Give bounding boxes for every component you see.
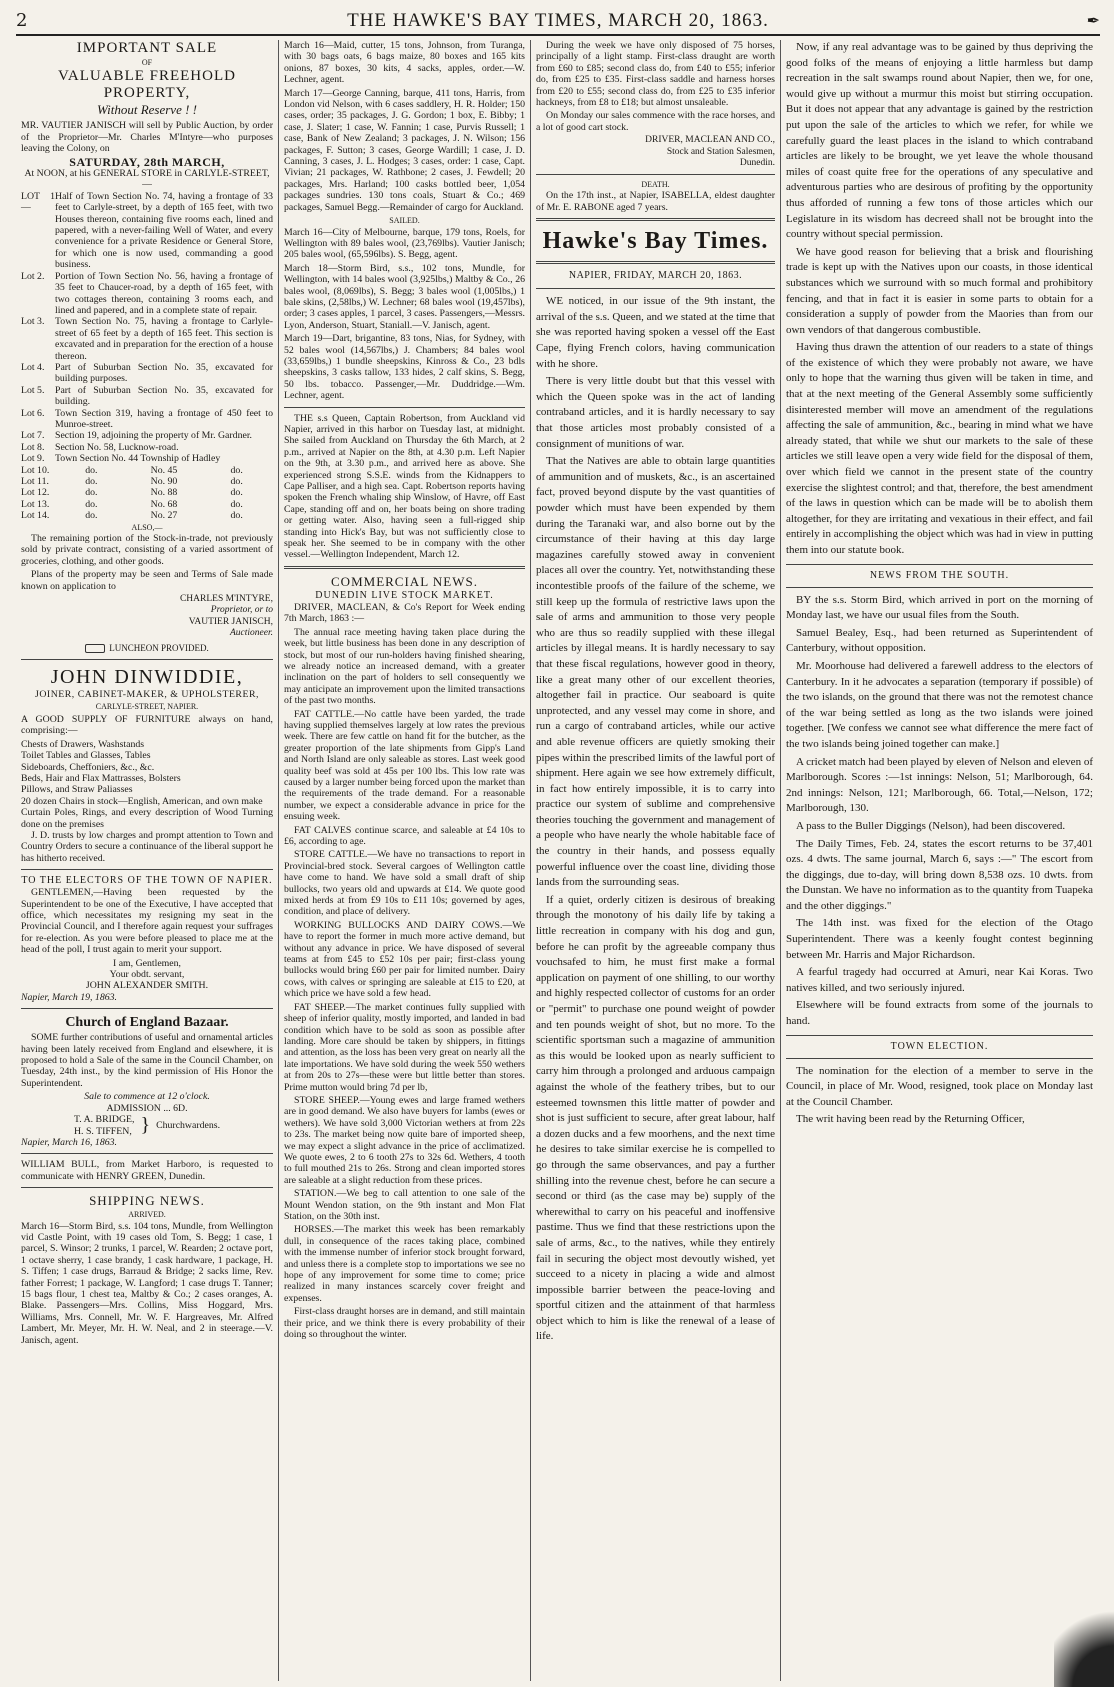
commercial-signature-1: DRIVER, MACLEAN AND CO., [645, 135, 775, 146]
shipping-arrival: March 16—Maid, cutter, 15 tons, Johnson, from Turanga, with 30 bags oats, 6 bags maize, 80 boxes and 165 kits onions, 87 boxes, 30 kits, 4 sacks, apples, order.—W. Lechner, agent. [284, 40, 525, 86]
electors-body: GENTLEMEN,—Having been requested by the Superintendent to be one of the Executive, I have accepted that office, which necessitates my resigning my seat in the Provincial Council, and I therefore again request your suffrages for re-election. As you were before pleased to place me at the head of the poll, I trust again to merit your support. [21, 887, 273, 956]
bazaar-time: Sale to commence at 12 o'clock. [84, 1091, 210, 1103]
leader-paragraph: Now, if any real advantage was to be gained by thus depriving the good folks of the means of enjoying a little harmless but damp recreation in the salt swamps round about Napier, then we, for one, would give up without a murmur this moist but stirring occupation. But it does not appear that any advantage is gained by the restriction put upon the sale of the articles to which we refer, for while we carefully guard the least places in the island to which contraband articles are likely to be brought, we yet leave the whole thousand miles of coast quite free for the operations of any speculative and adventurous parties who are desirous of profiting by the opportunity thus afforded of running a few tons of those articles which our Legislature in its wisdom has decreed shall not be brought into the country without special permission. [786, 41, 1093, 241]
leader-paragraph: That the Natives are able to obtain large quantities of ammunition and of muskets, &c., is an ascertained fact, proved beyond dispute by the vast quantities of powder which must have been expended by them during the Taranaki war, and also borne out by the circumstance of their having at this day large magazines carefully stowed away in convenient places all over the country. Yet, notwithstanding these incontestible proofs of the failure of the scheme, we still keep up the formula of restrictive laws upon the sale of arms and ammunition to those very people who are thus so readily supplied with these illegal articles by illegal means. It is hardly necessary to say that these fiscal regulations, however good in theory, like a great many other of our excellent theories, altogether fail in practice. Our seaboard is quite unprotected, and any vessel may come in shore, and run a cargo of contraband articles, while our active and able revenue officers are quietly smoking their pipes within the prescribed limits of the lawful port of shipment. Here again we see how extremely difficult, in fact how entirely impossible, it is to carry into practice our system of sublime and comprehensive theories touching the government and management of a people who have nearly the whole habitable face of the country in their hands, and possess equally powerful influence over the coast line, dividing those lands from the surrounding seas. [536, 455, 775, 889]
commercial-paragraph: HORSES.—The market this week has been remarkably dull, in consequence of the races taking place, combined with the immense number of inferior stock brought forward, and unless there is a complete stop to importations we see no hope of any improvement for some time to come; price realized in many instances scarcely cover freight and expenses. [284, 1224, 525, 1304]
dinwiddie-name: JOHN DINWIDDIE, [50, 666, 244, 689]
sale-also: ALSO,— [131, 522, 163, 532]
lot-item: LOT 1— Half of Town Section No. 74, having a frontage of 33 feet to Carlyle-street, by a depth of 165 feet, with two Houses thereon, containing five rooms each, lined and papered, with a never-failing Well of Water, and every convenience for a private Residence or General Store, for which one is now used, commanding a good business. [21, 190, 273, 271]
shipping-departure: March 19—Dart, brigantine, 83 tons, Nias, for Sydney, with 52 bales wool (14,567lbs,) J. Chambers; 84 bales wool (33,659lbs,) 1 bundle sheepskins, Kinross & Co., 23 bdls sheepskins, 3 casks tallow, 133 hides, 2 calf skins, S. Begg, 50 lbs. tobacco. Passenger,—Mr. Duddridge.—Wm. Lechner, agent. [284, 333, 525, 402]
quill-icon: ✒ [1086, 11, 1100, 30]
sale-signature-1: CHARLES M'INTYRE, [179, 594, 273, 605]
shipping-departure: March 18—Storm Bird, s.s., 102 tons, Mundle, for Wellington, with 14 bales wool (3,925lbs,) Maltby & Co., 26 bales wool, (8,069lbs), S. Begg; 3 bales wool (1,005lbs,) 1 bale skins, (2,58lbs,) W. Lechner; 68 bales wool (19,457lbs), order; 3 cases apples, 1 parcel, 3 cases. Passengers,—Messrs. Lyon, Anderson, Stuart, Staniall.—V. Janisch, agent. [284, 262, 525, 331]
divider [536, 261, 775, 264]
commercial-signature-2: Stock and Station Salesmen, [666, 146, 775, 157]
electors-name: JOHN ALEXANDER SMITH. [85, 980, 209, 992]
column-3 [530, 40, 780, 1681]
south-paragraph: A cricket match had been played by eleven of Nelson and eleven of Marlborough. Scores :—1st innings: Nelson, 51; Marlborough, 64. 2nd innings: Nelson, 121; Marlborough, 66. Total,—Nelson, 172; Marlborough, 130. [786, 755, 1093, 815]
bazaar-signatures: T. A. BRIDGE, H. S. TIFFEN, } Churchwardens. [73, 1113, 221, 1137]
electors-close-2: Your obdt. servant, [109, 969, 185, 981]
divider [786, 1035, 1093, 1036]
divider [536, 218, 775, 221]
south-paragraph: A fearful tragedy had occurred at Amuri, near Kai Koras. Two natives killed, and two seriously injured. [786, 966, 1093, 994]
lot-item: Lot 4. Part of Suburban Section No. 35, excavated for building purposes. [21, 361, 273, 385]
commercial-paragraph: On Monday our sales commence with the race horses, and a lot of good cart stock. [536, 110, 775, 133]
lot-item: Lot 8. Section No. 58, Lucknow-road. [21, 441, 179, 453]
column-4 [780, 40, 1098, 1681]
list-item: Curtain Poles, Rings, and every description of Wood Turning done on the premises [21, 807, 273, 830]
south-paragraph: A pass to the Buller Diggings (Nelson), had been discovered. [796, 819, 1066, 832]
leader-paragraph: There is very little doubt but that this vessel with which the Queen spoke was in the act of landing contraband articles, and it is hardly necessary to say that those articles most probably consisted of a consignment of munitions of war. [536, 375, 775, 450]
town-heading: TOWN ELECTION. [890, 1040, 989, 1052]
divider [21, 869, 273, 870]
south-paragraph: Elsewhere will be found extracts from some of the journals to hand. [786, 999, 1093, 1028]
luncheon-notice: LUNCHEON PROVIDED. [21, 643, 273, 654]
column-1 [16, 40, 278, 1681]
list-item: Chests of Drawers, Washstands [21, 738, 145, 750]
divider [536, 288, 775, 289]
list-item: 20 dozen Chairs in stock—English, American, and own make [21, 795, 263, 807]
divider [284, 407, 525, 408]
sale-signature-3: VAUTIER JANISCH, [188, 616, 273, 627]
sale-place: At NOON, at his GENERAL STORE in CARLYLE-STREET,— [24, 168, 270, 191]
divider [786, 564, 1093, 565]
leader-title: Hawke's Bay Times. [542, 228, 769, 255]
page-number: 2 [16, 10, 28, 31]
list-item: Beds, Hair and Flax Mattrasses, Bolsters [21, 772, 181, 784]
sale-signature-2: Proprietor, or to [210, 605, 273, 616]
bull-notice: WILLIAM BULL, from Market Harboro, is requested to communicate with HENRY GREEN, Dunedin. [21, 1159, 273, 1182]
death-notice: On the 17th inst., at Napier, ISABELLA, eldest daughter of Mr. E. RABONE aged 7 years. [536, 190, 775, 213]
leader-paragraph: WE noticed, in our issue of the 9th instant, the arrival of the s.s. Queen, and we stated at the time that she was reported having spoken a vessel off the East Cape, flying French colors, having communication with he shore. [536, 295, 775, 370]
lot-item: Lot 9. Town Section No. 44 Township of Hadley [21, 453, 221, 465]
pointing-hand-icon [85, 644, 105, 653]
commercial-paragraph: STORE SHEEP.—Young ewes and large framed wethers are in good demand. We also have buyers for lambs (ewes or wethers). We have sold 3,000 Victorian wethers at from 22s to 23s. The market being now quite bare of imported sheep, we may expect a slight advance in the price of acclimatized. We quote ewes, 2 to 6 tooth 27s to 32s 6d. Wethers, 4 tooth to full mouthed 21s to 26s. Strong and clean imported stores are saleable at a slight reduction from these prices. [284, 1094, 525, 1186]
sale-remaining: The remaining portion of the Stock-in-trade, not previously sold by private contract, consisting of a varied assortment of groceries, clothing, and other goods. [21, 533, 273, 567]
electors-heading: TO THE ELECTORS OF THE TOWN OF NAPIER. [21, 875, 273, 887]
dinwiddie-closing: J. D. trusts by low charges and prompt attention to Town and Country Orders to secure a continuance of the liberal support he has hitherto received. [21, 829, 273, 864]
sale-lots [21, 191, 273, 465]
dinwiddie-street: CARLYLE-STREET, NAPIER. [95, 701, 199, 711]
dinwiddie-intro: A GOOD SUPPLY OF FURNITURE always on hand, comprising:— [21, 713, 273, 737]
sale-subheading: VALUABLE FREEHOLD PROPERTY, [58, 68, 236, 102]
queen-report: THE s.s Queen, Captain Robertson, from Auckland vid Napier, arrived in this harbor on Tuesday last, at midnight. She sailed from Auckland on Thursday the 6th March, at 2 p.m., arrived at Napier on the 8th, at 4.30 p.m. Left Napier on the 9th, at 3.30 p.m., and arrived here as above. She experienced strong S.S.E. winds from the Kidnappers to Cape Palliser, and a high sea. Capt. Robertson reports having spoken the French whaling ship Winslow, of Havre, off East Cape, standing off and on, her boats being on shore trading or getting water. Also, having seen a full-rigged ship standing into Hick's Bay, but was not sufficiently close to speak her. She seemed to be in company with the other vessel.—Wellington Independent, March 12. [284, 412, 525, 561]
commercial-paragraph: FAT SHEEP.—The market continues fully supplied with sheep of inferior quality, mostly imported, and landed in bad condition which have to be sold as soon as possible after landing. More care should be taken by shippers, in fittings and attention, as the loss has been very great on nearly all the late importations. We have sold during the week 550 wethers at from 20s to 27s—these were but little better than stores. Prime mutton would bring 7d per lb, [284, 1001, 525, 1093]
newspaper-title: THE HAWKE'S BAY TIMES, MARCH 20, 1863. [347, 10, 769, 31]
sale-reserve: Without Reserve ! ! [97, 102, 197, 118]
schedule-row: Lot 14. do. No. 27 do. [21, 510, 243, 522]
town-paragraph: The writ having been read by the Returning Officer, [796, 1113, 1025, 1126]
shipping-arrival: March 16—Storm Bird, s.s. 104 tons, Mundle, from Wellington vid Castle Point, with 19 cases old Tom, S. Begg; 1 case, 1 parcel, S. Winsor; 2 trunks, 1 parcel, W. Rearden; 2 octave port, 1 octave sherry, 1 case brandy, 1 cask hardware, 1 package, H. S. Tiffen; 1 case drugs, Barraud & Bridge; 2 sacks lime, Rev. father Forrest; 1 package, W. Langford; 1 case drugs T. Tanner; 15 bags flour, 1 chest tea, Maltby & Co.; 2 cases oranges, A. Blake. Passengers—Mrs. Collins, Miss Hoggard, Mrs. Williams, Mrs. Connell, Mr. W. F. Hargreaves, Mr. Alfred Lambert, Mr. Meyer, Mr. H. W. Neal, and 2 in steerage.—V. Janisch, agent. [21, 1220, 273, 1346]
divider [21, 1187, 273, 1188]
sale-heading: IMPORTANT SALE [76, 40, 218, 56]
bazaar-body: SOME further contributions of useful and ornamental articles having been lately received from England and elsewhere, it is proposed to hold a Sale of the same in the Council Chamber, on Tuesday, 24th inst., by the kind permission of His Honor the Superintendent. [21, 1032, 273, 1089]
column-2 [278, 40, 530, 1681]
masthead [16, 10, 1100, 36]
commercial-paragraph: During the week we have only disposed of 75 horses, principally of a light stamp. First-class draught are worth from £60 to £85; second class do, from £40 to £55; inferior do, from £25 to £35. First-class saddle and harness horses from £20 to £55; second class do, from £25 to £35 inferior hackneys, from £8 to £18; but almost unsaleable. [536, 40, 775, 109]
lot-schedule [21, 465, 273, 522]
electors-date: Napier, March 19, 1863. [21, 991, 117, 1003]
schedule-row: Lot 11. do. No. 90 do. [21, 476, 243, 487]
list-item: Sideboards, Cheffoniers, &c., &c. [21, 761, 155, 773]
lot-item: Lot 7. Section 19, adjoining the property of Mr. Gardner. [21, 430, 252, 442]
shipping-heading: SHIPPING NEWS. [89, 1193, 205, 1209]
bazaar-date: Napier, March 16, 1863. [21, 1136, 117, 1148]
south-paragraph: Samuel Bealey, Esq., had been returned as Superintendent of Canterbury, without opposition. [786, 626, 1093, 655]
divider [786, 587, 1093, 588]
south-paragraph: The 14th inst. was fixed for the election of the Otago Superintendent. There was a keenly fought contest beginning between Mr. Harris and Major Richardson. [786, 917, 1093, 961]
sale-signature-4: Auctioneer. [229, 628, 273, 639]
divider [786, 1058, 1093, 1059]
commercial-paragraph: WORKING BULLOCKS AND DAIRY COWS.—We have to report the former in much more active demand, but without any advance in price. We have disposed of several teams at from £45 to £52 10s per pair; first-class young bullocks would bring £60 per pair for limited number. Dairy cows, with calves or springing are saleable at £15 to £20, at which price we have sold a few head. [284, 919, 525, 1000]
commercial-report: DRIVER, MACLEAN, & Co's Report for Week ending 7th March, 1863 :— [284, 601, 525, 625]
sale-date: SATURDAY, 28th MARCH, [69, 154, 225, 169]
divider [21, 1153, 273, 1154]
divider [536, 174, 775, 175]
lot-item: Lot 3. Town Section No. 75, having a frontage to Carlyle-street of 65 feet by a depth of 165 feet. This section is excavated and in preparation for the erection of a house thereon. [21, 316, 273, 362]
bazaar-heading: Church of England Bazaar. [65, 1015, 229, 1031]
shipping-arrived: ARRIVED. [128, 1210, 166, 1220]
commercial-signature-3: Dunedin. [739, 158, 775, 169]
commercial-paragraph: The annual race meeting having taken place during the week, but little business has been done in any description of stock, but most of our run-holders having finished shearing, we already notice an increased demand, with a greater inclination on the part of holders to sell consequently we may anticipate an improvement upon the limited transactions of the past two months. [284, 626, 525, 707]
sale-plans: Plans of the property may be seen and Terms of Sale made known on application to [21, 569, 273, 592]
south-paragraph: The Daily Times, Feb. 24, states the escort returns to be 37,401 ozs. 4 dwts. The same journal, March 6, says :—" The escort from the diggings, due to-day, will bring down 8,538 ozs. 10 dwts. from the Dunstan. We have no information as to the quantity from Tuapeka and the other diggings." [786, 837, 1093, 912]
leader-paragraph: If a quiet, orderly citizen is desirous of breaking through the monotony of his daily life by taking a little recreation in company with his dog and gun, before he can profit by the agreeable company thus vouchsafed to him, he must first make a formal application on payment of one shilling, to our worthy and highly respected collector of customs for an order or "permit" to purchase one pound weight of powder and ten pounds weight of shot, but no more. To the scientific sportsman such a magazine of ammunition as this would be looked upon as nearly sufficient to carry him through a prolonged and arduous campaign against the whole of the feathery tribes, but to our esteemed townsmen this little matter of powder and shot is just sufficient to secure, after great labour, half a dozen ducks and a few moorhens, and the next time he desires to take similar exercise he is compelled to go through the same observances, and pay a further shilling into the revenue chest, before he can secure a second or third (as the case may be) supply of the wherewithal to carry on his peaceful and inoffensive pastime. Thus we find that these restrictions upon the sale of arms, &c., to the natives, while they entirely fail in securing the object most devoutly wished, yet succeed to a nicety in placing a wide and almost impossible barrier between the peace-loving and sportful citizen and the attainment of that harmless object which to him is like the renewal of a lease of life. [536, 893, 775, 1343]
commercial-paragraph: STORE CATTLE.—We have no transactions to report in Provincial-bred stock. Several cargoes of Wellington cattle have come to hand. We have sold a small draft of ship bullocks, two years old and upwards at £14. We quote good mixed herds at from £9 10s to £11 10s; governed by ages, condition, and place of delivery. [284, 849, 525, 918]
south-paragraph: BY the s.s. Storm Bird, which arrived in port on the morning of Monday last, we have our usual files from the South. [786, 593, 1093, 622]
leader-dateline: NAPIER, FRIDAY, MARCH 20, 1863. [568, 270, 743, 282]
lot-item: Lot 2. Portion of Town Section No. 56, having a frontage of 35 feet to Chaucer-road, by a depth of 165 feet, with two cottages thereon, containing 3 rooms each, and lined and papered, and in a complete state of repair. [21, 270, 273, 316]
furniture-list [21, 739, 273, 830]
bazaar-admission: ADMISSION ... 6D. [106, 1102, 188, 1114]
commercial-heading: COMMERCIAL NEWS. [331, 573, 478, 589]
shipping-sailed: SAILED. [389, 216, 420, 226]
shipping-arrival: March 17—George Canning, barque, 411 tons, Harris, from London vid Nelson, with 6 cases saddlery, H. R. Holder; 150 cases, order; 35 packages, J. G. Gordon; 1 box, E. Bibby; 1 case, J. Slater; 1 case, W. Fannin; 1 case, Purvis Russell; 1 case, Bank of New Zealand; 3 packages, J. N. Wilson; 156 packages, F. Sutton; 3 cases, George Wardill; 1 case, J. D. Canning, 3 cases, J. L. Hodges; 3 cases, order: 1 case, Capt. Vivian; 21 packages, W. Rathbone; 2 cases, J. Fewdell; 20 packages, Mrs. Harland; 100 casks bottled beer, 1,054 packages sundries. 130 tons coals, Stuart & Co.; 469 packages, Samuel Begg.—Remainder of cargo for Auckland. [284, 87, 525, 213]
divider [21, 1008, 273, 1009]
dinwiddie-trade: JOINER, CABINET-MAKER, & UPHOLSTERER, [35, 689, 259, 701]
shipping-departure: March 16—City of Melbourne, barque, 179 tons, Roels, for Wellington with 89 bales wool, (23,769lbs). Vautier Janisch; 205 bales wool, (65,596lbs). S. Begg, agent. [284, 226, 525, 261]
schedule-row: Lot 12. do. No. 88 do. [21, 487, 243, 499]
lot-item: Lot 5. Part of Suburban Section No. 35, excavated for building. [21, 384, 273, 408]
death-heading: DEATH. [641, 180, 670, 190]
divider [21, 659, 273, 660]
commercial-paragraph: FAT CALVES continue scarce, and saleable at £4 10s to £6, according to age. [284, 824, 525, 847]
list-item: Pillows, and Straw Paliasses [21, 784, 133, 796]
south-paragraph: Mr. Moorhouse had delivered a farewell address to the electors of Canterbury. In it he advocates a separation (temporary if possible) of the two islands, on the ground that there was not the remotest chance of the war being settled as long as the two islands were joined together. [We confess we cannot see what difference the mere fact of the two islands being joined together can make.] [786, 659, 1093, 750]
leader-paragraph: Having thus drawn the attention of our readers to a state of things of the existence of which they were probably not aware, we have only to hope that the warning thus given will be taken in time, and that at the next meeting of the General Assembly some sufficiently disinterested member will move an amendment of the regulations affecting the sale of ammunition, &c., bearing in mind what we have already stated, that while we shut our markets to the sale of these articles we still leave open a very wide field for the disposal of them, over which field we cannot in the present state of the country exercise the slightest control; and that, therefore, the best amendment of the laws in question which can be made will be to abolish them altogether, for they are irritating and vexatious in their effect, and fail entirely in accomplishing the object which was had in view in putting them into our statute book. [786, 341, 1093, 556]
page-corner-shadow [1054, 1597, 1114, 1687]
sale-of: OF [141, 58, 153, 67]
commercial-paragraph: STATION.—We beg to call attention to one sale of the Mount Wendon station, on the 9th instant and Mon Flat Station, on the 30th inst. [284, 1188, 525, 1222]
sale-intro: MR. VAUTIER JANISCH will sell by Public Auction, by order of the Proprietor—Mr. Charles M'Intyre—who purposes leaving the Colony, on [21, 120, 273, 155]
lot-item: Lot 6. Town Section 319, having a frontage of 450 feet to Munroe-street. [21, 407, 273, 430]
divider [284, 566, 525, 569]
schedule-row: Lot 13. do. No. 68 do. [21, 498, 243, 510]
schedule-row: Lot 10. do. No. 45 do. [21, 464, 243, 476]
commercial-subheading: DUNEDIN LIVE STOCK MARKET. [315, 589, 494, 601]
columns [16, 40, 1100, 1681]
list-item: Toilet Tables and Glasses, Tables [21, 750, 151, 762]
town-paragraph: The nomination for the election of a member to serve in the Council, in place of Mr. Wood, resigned, took place on Monday last at the Council Chamber. [786, 1064, 1093, 1108]
electors-close-1: I am, Gentlemen, [112, 957, 181, 969]
commercial-paragraph: FAT CATTLE.—No cattle have been yarded, the trade having supplied themselves largely at low rates the previous week. There are few cattle on hand fit for the butcher, as the greater proportion of the late shipments from Gipp's Land and North Island are only saleable as stores. Last week good quality beef was sold at 45s per 100 lbs. This low rate was caused by a larger number being forced upon the market than the requirements of the trade demand. For a reasonable number, we expect a considerable advance in price for the ensuing week. [284, 708, 525, 823]
south-heading: NEWS FROM THE SOUTH. [869, 569, 1010, 581]
leader-paragraph: We have good reason for believing that a brisk and flourishing trade is kept up with the Natives upon our coasts, in those identical substances which we surround with so much formal and prohibitory fencing, and that in fact it is easier in some parts to obtain for a consideration a supply of powder from the Maories than from our own vendors of that dangerous combustible. [786, 245, 1093, 336]
commercial-paragraph: First-class draught horses are in demand, and still maintain their price, and we think there is every probability of their doing so throughout the winter. [284, 1306, 525, 1341]
